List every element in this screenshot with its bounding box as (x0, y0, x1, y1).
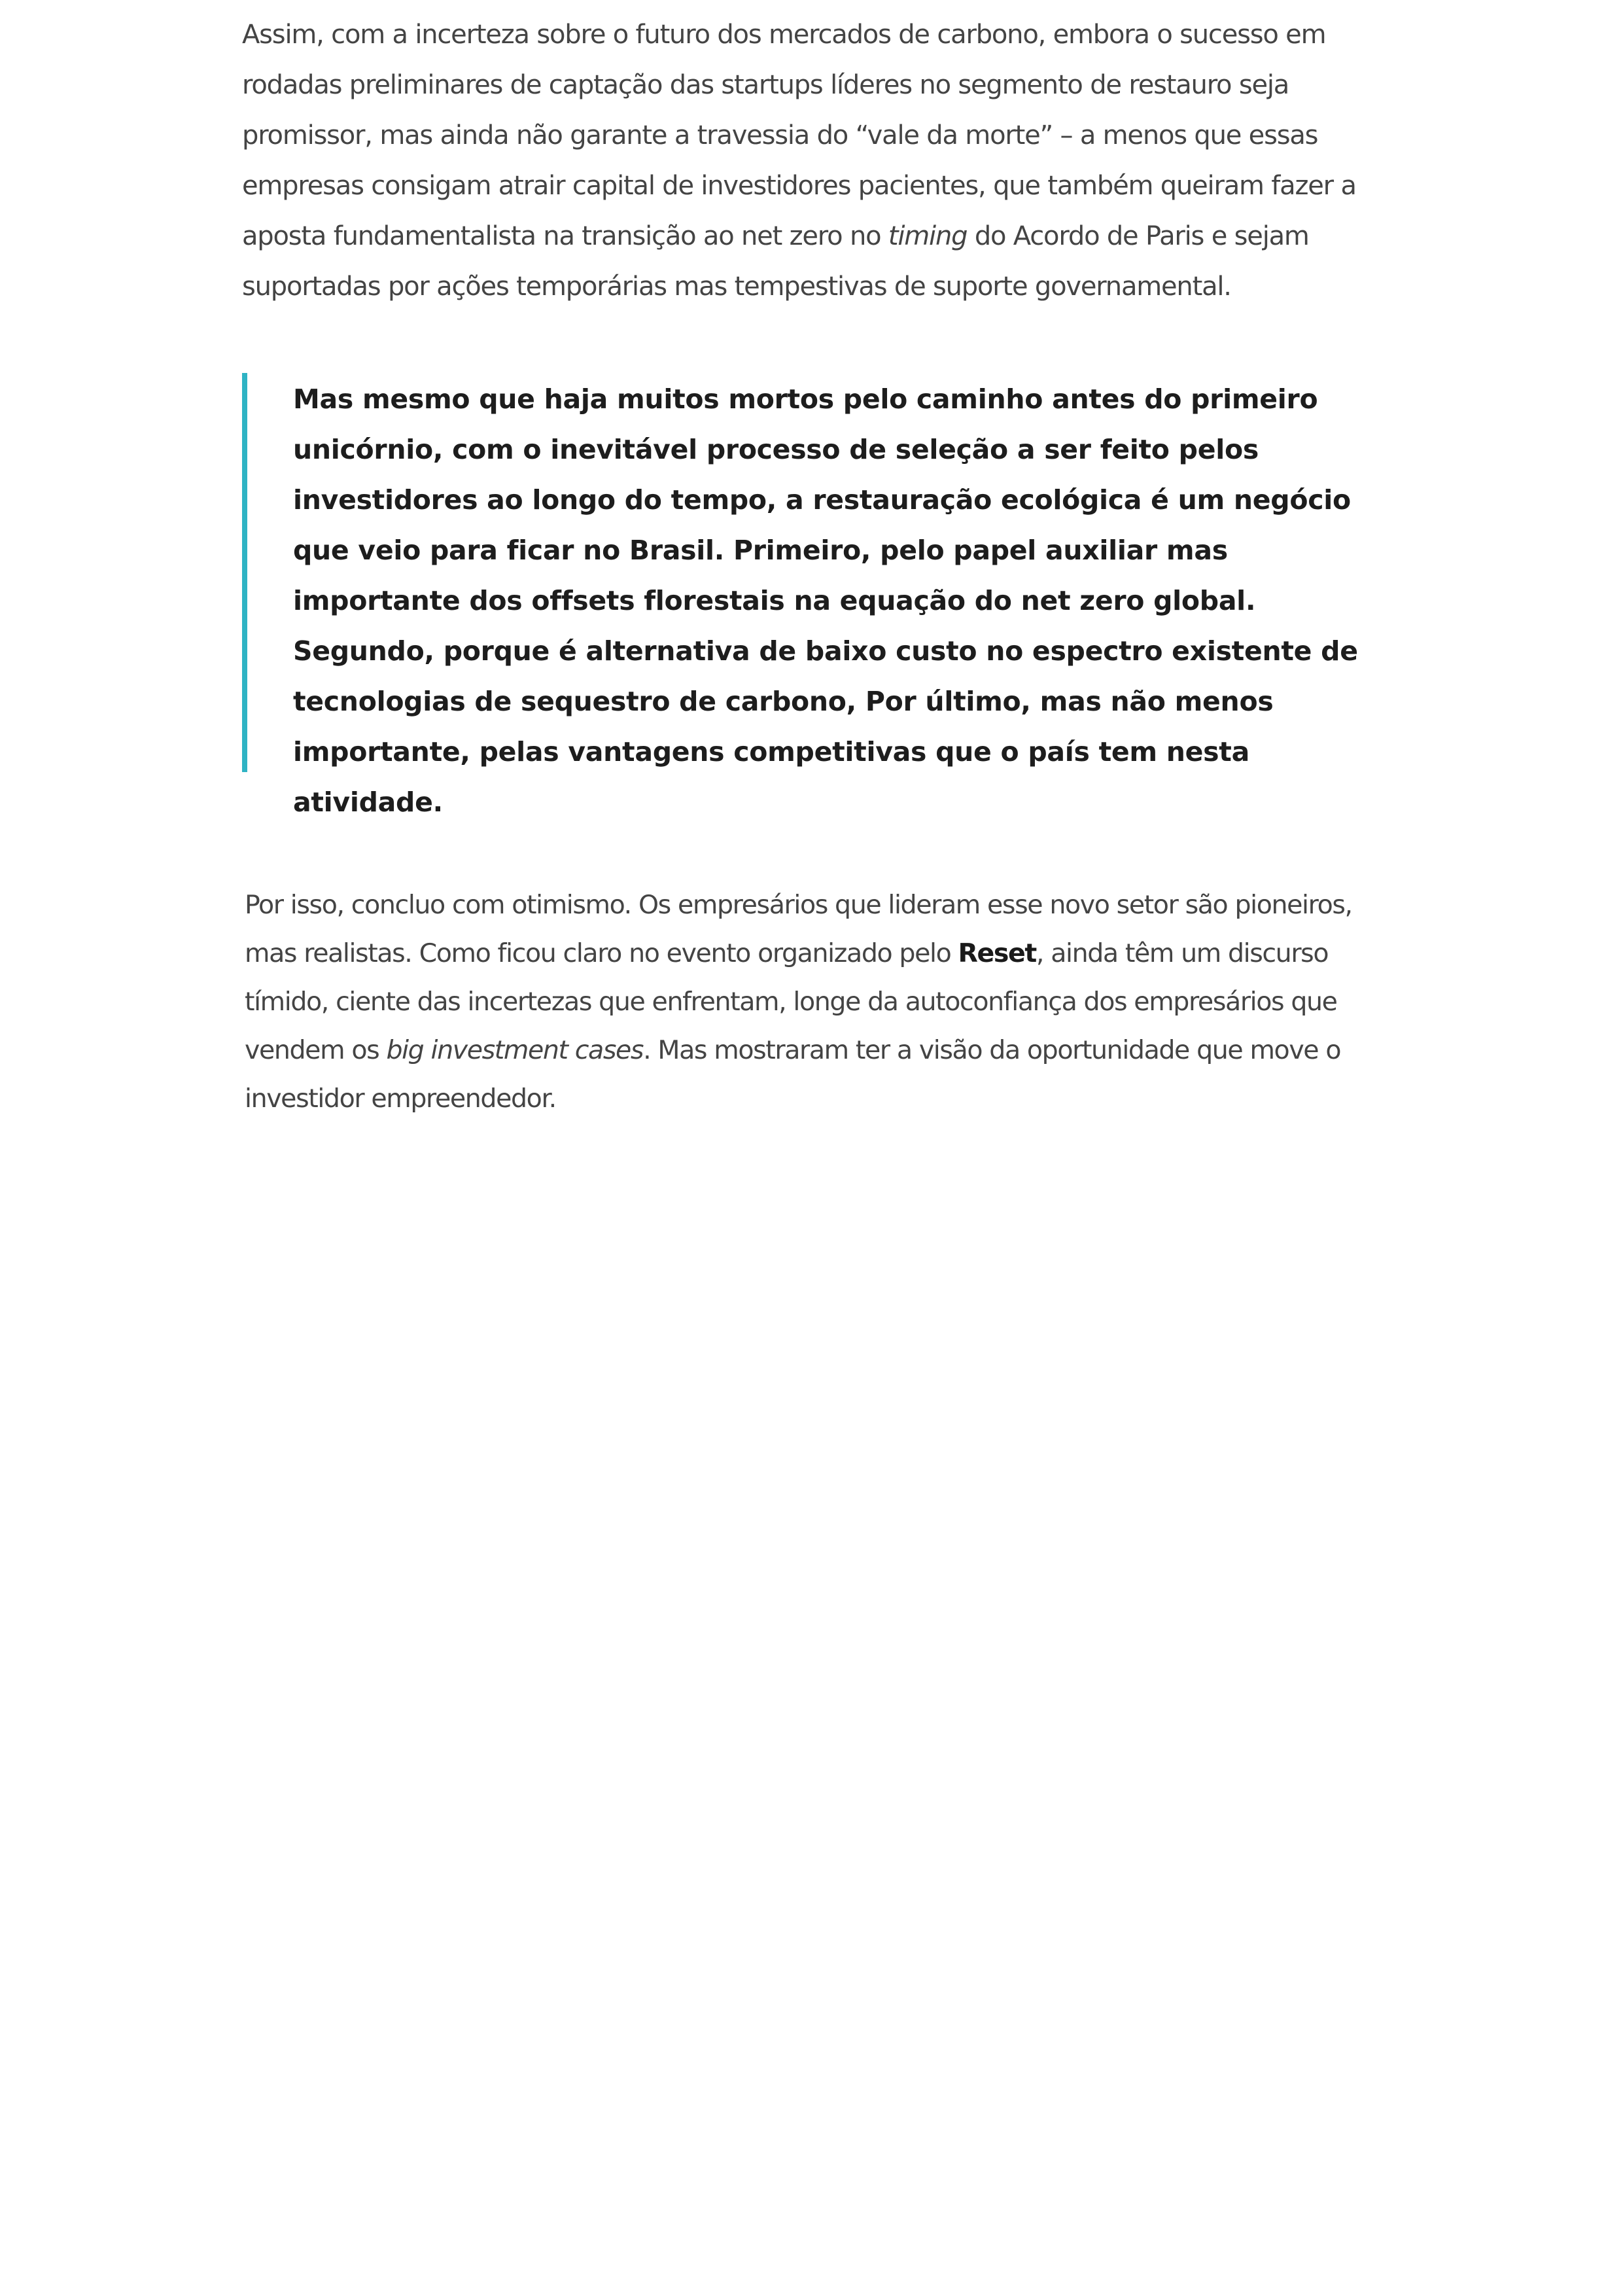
bold-term: Reset (958, 938, 1036, 968)
italic-term: big investment cases (386, 1035, 644, 1065)
paragraph-text: , ainda têm um discurso tímido, ciente das incertezas que enfrentam, longe da autoconfiança dos empresários que vendem os (245, 938, 1337, 1065)
pull-quote (242, 373, 1367, 818)
paragraph-text: Por isso, concluo com otimismo. Os empresários que lideram esse novo setor são pioneiros, mas realistas. Como ficou claro no evento organizado pelo (245, 890, 1352, 968)
paragraph-text: Assim, com a incerteza sobre o futuro dos mercados de carbono, embora o sucesso em rodadas preliminares de captação das startups líderes no segmento de restauro seja promissor, mas ainda não garante a travessia do “vale da morte” – a menos que essas empresas consigam atrair capital de investidores pacientes, que também queiram fazer a aposta fundamentalista na transição ao net zero no (242, 20, 1356, 251)
article-paragraph (242, 10, 1367, 312)
article-paragraph (245, 881, 1370, 1123)
italic-term: timing (888, 221, 968, 251)
pull-quote-text: Mas mesmo que haja muitos mortos pelo caminho antes do primeiro unicórnio, com o inevitável processo de seleção a ser feito pelos investidores ao longo do tempo, a restauração ecológica é um negócio que veio para ficar no Brasil. Primeiro, pelo papel auxiliar mas importante dos offsets florestais na equação do net zero global. Segundo, porque é alternativa de baixo custo no espectro existente de tecnologias de sequestro de carbono, Por último, mas não menos importante, pelas vantagens competitivas que o país tem nesta atividade. (293, 383, 1358, 818)
paragraph-text: do Acordo de Paris e sejam suportadas por ações temporárias mas tempestivas de suporte governamental. (242, 221, 1309, 302)
paragraph-text: . Mas mostraram ter a visão da oportunidade que move o investidor empreendedor. (245, 1035, 1341, 1114)
